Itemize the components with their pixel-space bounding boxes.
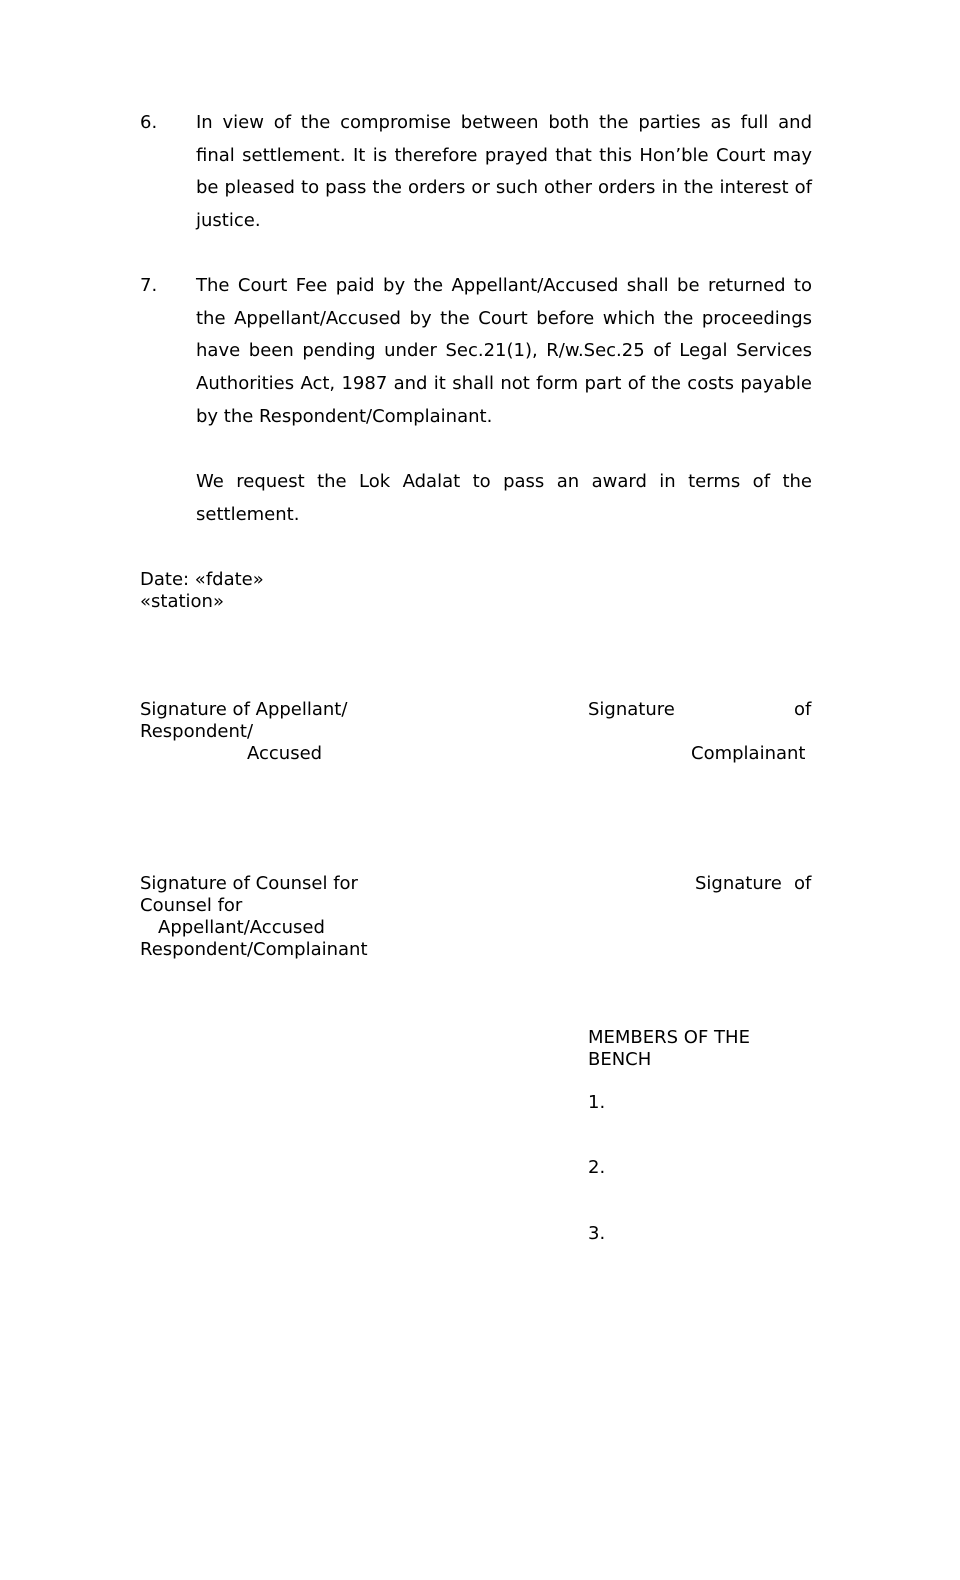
counsel-appellant-signature-label: Signature of Counsel for (140, 873, 358, 894)
counsel-respondent-signature-party: Respondent/Complainant (140, 939, 368, 960)
respondent-signature-label: Respondent/ (140, 721, 254, 742)
paragraph-7 (140, 270, 812, 435)
counsel-appellant-signature-party: Appellant/Accused (158, 917, 325, 938)
appellant-signature-accused: Accused (247, 743, 323, 764)
paragraph-text: In view of the compromise between both the parties as full and final settlement. It is therefore prayed that this Hon’ble Court may be pleased to pass the orders or such other orders in the interest of justice. (196, 112, 812, 232)
paragraph-text: The Court Fee paid by the Appellant/Accused shall be returned to the Appellant/Accused by the Court before which the proceedings have been pending under Sec.21(1), R/w.Sec.25 of Legal Services Authorities Act, 1987 and it shall not form part of the costs payable by the Respondent/Complainant. (196, 275, 812, 427)
respondent-signature-word: Signature (588, 699, 675, 720)
bench-member-2: 2. (588, 1157, 606, 1178)
counsel-respondent-signature-of: of (794, 873, 812, 894)
paragraph-number: 7. (140, 275, 158, 296)
appellant-signature-label: Signature of Appellant/ (140, 699, 348, 720)
paragraph-number: 6. (140, 112, 158, 133)
counsel-respondent-signature-word: Signature (695, 873, 782, 894)
date-line: Date: «fdate» (140, 569, 264, 590)
bench-member-1: 1. (588, 1092, 606, 1113)
bench-title-line1: MEMBERS OF THE (588, 1027, 750, 1048)
paragraph-6 (140, 107, 812, 239)
counsel-respondent-signature-label: Counsel for (140, 895, 243, 916)
station-line: «station» (140, 591, 224, 612)
request-paragraph: We request the Lok Adalat to pass an award in terms of the settlement. (196, 471, 812, 525)
bench-title-line2: BENCH (588, 1049, 652, 1070)
respondent-signature-of: of (794, 699, 812, 720)
bench-member-3: 3. (588, 1223, 606, 1244)
respondent-signature-complainant: Complainant (691, 743, 806, 764)
